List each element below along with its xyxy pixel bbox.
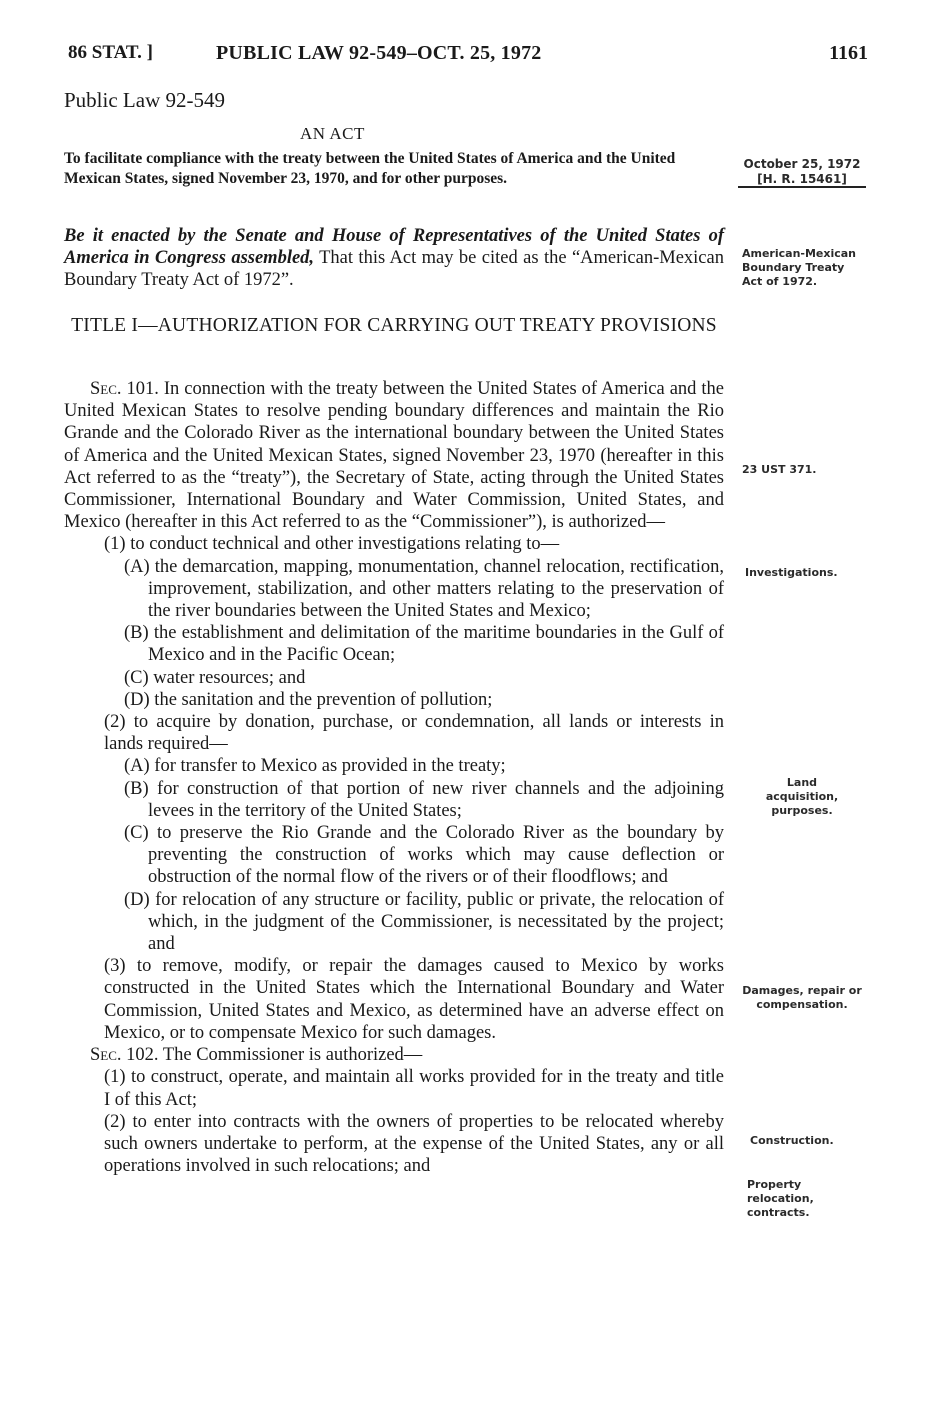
margin-note-short-title: American-Mexican Boundary Treaty Act of 1972. bbox=[742, 247, 857, 288]
section-label: Sec. 101. bbox=[90, 379, 159, 399]
subparagraph-1a: (A) the demarcation, mapping, monumentation, channel relocation, rectification, improvement, stabilization, and other matters relating to the preservation of the river boundaries between the United States and Mexico; bbox=[124, 556, 724, 622]
margin-note-property-relocation: Property relocation, contracts. bbox=[747, 1178, 814, 1219]
header-law-date: PUBLIC LAW 92-549–OCT. 25, 1972 bbox=[216, 42, 542, 64]
title-heading: TITLE I—AUTHORIZATION FOR CARRYING OUT TREATY PROVISIONS bbox=[71, 315, 717, 336]
paragraph-3: (3) to remove, modify, or repair the damages caused to Mexico by works constructed in the United States which the International Boundary and Water Commission, United States and Mexico, as determined have an adverse effect on Mexico, or to compensate Mexico for such damages. bbox=[104, 956, 724, 1043]
statute-body bbox=[64, 378, 724, 1177]
long-title: To facilitate compliance with the treaty between the United States of America and the United Mexican States, signed November 23, 1970, and for other purposes. bbox=[64, 150, 676, 187]
paragraph-2: (2) to enter into contracts with the owners of properties to be relocated whereby such owners undertake to perform, at the expense of the United States, any or all operations involved in such relocations; and bbox=[104, 1111, 724, 1177]
margin-note-citation: 23 UST 371. bbox=[742, 463, 817, 476]
public-law-title: Public Law 92-549 bbox=[64, 88, 225, 112]
subparagraph-2c: (C) to preserve the Rio Grande and the Colorado River as the boundary by preventing the construction of works which may cause deflection or obstruction of the normal flow of the rivers or of their floodflows; and bbox=[124, 823, 724, 888]
section-text: The Commissioner is authorized— bbox=[162, 1045, 423, 1066]
act-heading: AN ACT bbox=[300, 124, 365, 143]
enacting-formula: Be it enacted by the Senate and House of Representatives of the United States of America in Congress assembled, bbox=[64, 226, 724, 268]
bill-number: [H. R. 15461] bbox=[738, 172, 866, 188]
margin-note-land-acquisition: Land acquisition, purposes. bbox=[765, 776, 839, 817]
margin-note-date bbox=[738, 157, 866, 188]
approval-date: October 25, 1972 bbox=[743, 157, 861, 171]
subparagraph-2b: (B) for construction of that portion of new river channels and the adjoining levees in the territory of the United States; bbox=[124, 778, 724, 821]
running-header bbox=[68, 42, 868, 72]
paragraph-2: (2) to acquire by donation, purchase, or condemnation, all lands or interests in lands required— bbox=[104, 712, 724, 755]
subparagraph-1b: (B) the establishment and delimitation of the maritime boundaries in the Gulf of Mexico and in the Pacific Ocean; bbox=[124, 623, 724, 666]
subparagraph-2a: (A) for transfer to Mexico as provided in the treaty; bbox=[124, 756, 506, 777]
short-title-text: That this Act may be cited as the “American-Mexican Boundary Treaty Act of 1972”. bbox=[64, 248, 724, 290]
header-volume: 86 STAT. ] bbox=[68, 42, 153, 63]
margin-note-investigations: Investigations. bbox=[745, 566, 838, 579]
enacting-clause bbox=[64, 225, 724, 291]
margin-note-damages: Damages, repair or compensation. bbox=[742, 984, 862, 1011]
section-102 bbox=[64, 1044, 724, 1066]
header-page-number: 1161 bbox=[829, 42, 868, 64]
subparagraph-1c: (C) water resources; and bbox=[124, 667, 306, 688]
section-101 bbox=[64, 378, 724, 533]
subparagraph-1d: (D) the sanitation and the prevention of pollution; bbox=[124, 689, 493, 710]
section-text: In connection with the treaty between the United States of America and the United Mexican States to resolve pending boundary differences and maintain the Rio Grande and the Colorado River as the international boundary between the United States of America and the United Mexican States, signed November 23, 1970 (hereafter in this Act referred to as the “treaty”), the Secretary of State, acting through the United States Commissioner, International Boundary and Water Commission, United States, and Mexico (hereafter in this Act referred to as the “Commissioner”), is authorized— bbox=[64, 379, 725, 533]
subparagraph-2d: (D) for relocation of any structure or facility, public or private, the relocation of which, in the judgment of the Commissioner, is necessitated by the project; and bbox=[124, 889, 724, 955]
section-label: Sec. 102. bbox=[90, 1045, 159, 1066]
paragraph-1: (1) to conduct technical and other investigations relating to— bbox=[104, 534, 560, 555]
paragraph-1: (1) to construct, operate, and maintain all works provided for in the treaty and title I of this Act; bbox=[104, 1067, 724, 1110]
margin-note-construction: Construction. bbox=[750, 1134, 834, 1147]
